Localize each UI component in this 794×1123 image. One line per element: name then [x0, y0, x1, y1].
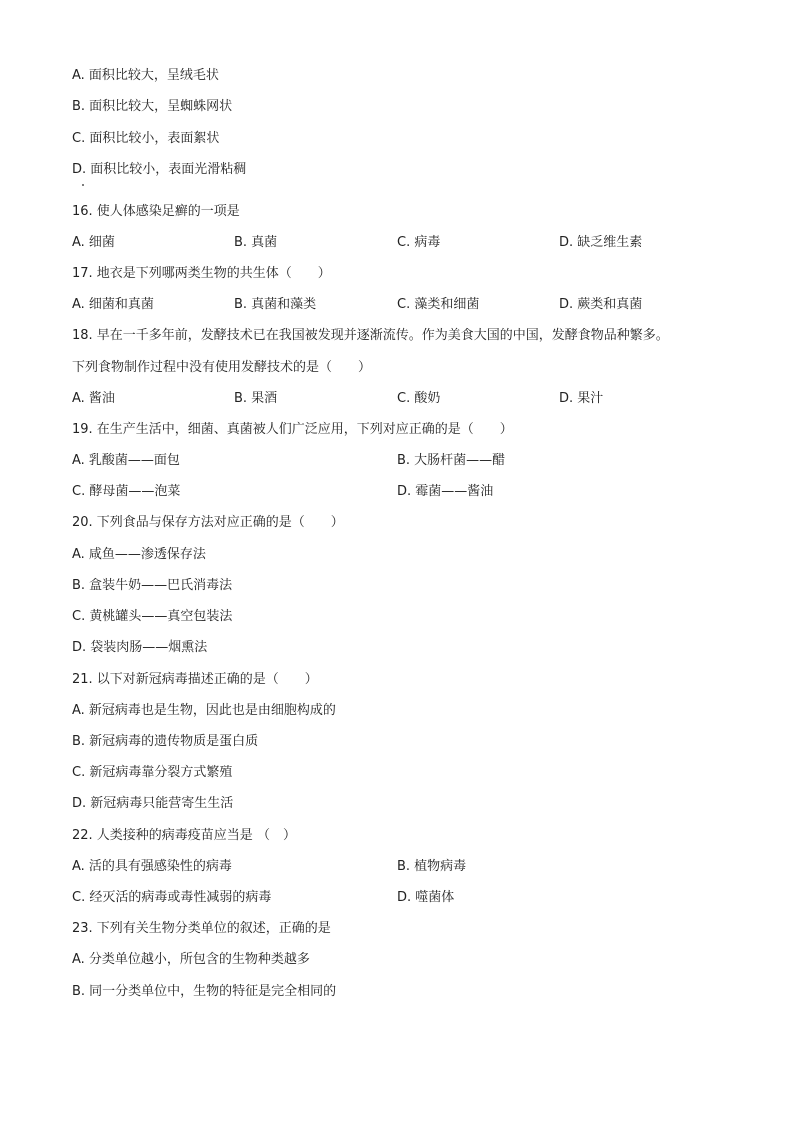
- q22-option-b: B. 植物病毒: [397, 859, 467, 874]
- q16-option-d: D. 缺乏维生素: [559, 235, 643, 250]
- q22-option-c: C. 经灭活的病毒或毒性减弱的病毒: [72, 890, 272, 905]
- q18-option-c: C. 酸奶: [397, 391, 441, 406]
- q21-option-a: A. 新冠病毒也是生物，因此也是由细胞构成的: [72, 703, 336, 718]
- q17-option-d: D. 蕨类和真菌: [559, 297, 643, 312]
- question-21-stem: 21. 以下对新冠病毒描述正确的是（ ）: [72, 672, 318, 687]
- q19-option-a: A. 乳酸菌——面包: [72, 453, 180, 468]
- q16-option-c: C. 病毒: [397, 235, 441, 250]
- q18-option-b: B. 果酒: [234, 391, 278, 406]
- question-22-stem: 22. 人类接种的病毒疫苗应当是 （ ）: [72, 828, 296, 843]
- q16-option-b: B. 真菌: [234, 235, 278, 250]
- q21-option-b: B. 新冠病毒的遗传物质是蛋白质: [72, 734, 259, 749]
- q23-option-b: B. 同一分类单位中，生物的特征是完全相同的: [72, 984, 337, 999]
- q16-option-a: A. 细菌: [72, 235, 115, 250]
- q20-option-c: C. 黄桃罐头——真空包装法: [72, 609, 233, 624]
- question-17-stem: 17. 地衣是下列哪两类生物的共生体（ ）: [72, 266, 331, 281]
- q21-option-c: C. 新冠病毒靠分裂方式繁殖: [72, 765, 233, 780]
- question-18-stem-line2: 下列食物制作过程中没有使用发酵技术的是（ ）: [72, 360, 372, 375]
- q22-option-a: A. 活的具有强感染性的病毒: [72, 859, 232, 874]
- q17-option-b: B. 真菌和藻类: [234, 297, 317, 312]
- q17-option-a: A. 细菌和真菌: [72, 297, 154, 312]
- q21-option-d: D. 新冠病毒只能营寄生生活: [72, 796, 234, 811]
- prev-option-c: C. 面积比较小，表面絮状: [72, 131, 220, 146]
- q23-option-a: A. 分类单位越小，所包含的生物种类越多: [72, 952, 310, 967]
- q22-option-d: D. 噬菌体: [397, 890, 455, 905]
- q18-option-a: A. 酱油: [72, 391, 115, 406]
- q19-option-c: C. 酵母菌——泡菜: [72, 484, 181, 499]
- q20-option-b: B. 盒装牛奶——巴氏消毒法: [72, 578, 233, 593]
- question-16-stem: 16. 使人体感染足癣的一项是: [72, 204, 240, 219]
- prev-option-d: D. 面积比较小，表面光滑粘稠: [72, 162, 247, 177]
- prev-option-a: A. 面积比较大，呈绒毛状: [72, 68, 219, 83]
- question-20-stem: 20. 下列食品与保存方法对应正确的是（ ）: [72, 515, 344, 530]
- q20-option-a: A. 咸鱼——渗透保存法: [72, 547, 206, 562]
- q17-option-c: C. 藻类和细菌: [397, 297, 480, 312]
- q19-option-b: B. 大肠杆菌——醋: [397, 453, 506, 468]
- q18-option-d: D. 果汁: [559, 391, 604, 406]
- question-23-stem: 23. 下列有关生物分类单位的叙述，正确的是: [72, 921, 331, 936]
- question-18-stem-line1: 18. 早在一千多年前，发酵技术已在我国被发现并逐渐流传。作为美食大国的中国，发酵食物品种繁多。: [72, 328, 669, 343]
- question-19-stem: 19. 在生产生活中，细菌、真菌被人们广泛应用，下列对应正确的是（ ）: [72, 422, 513, 437]
- q20-option-d: D. 袋装肉肠——烟熏法: [72, 640, 208, 655]
- q19-option-d: D. 霉菌——酱油: [397, 484, 494, 499]
- stray-dot: [82, 184, 84, 186]
- prev-option-b: B. 面积比较大，呈蜘蛛网状: [72, 99, 233, 114]
